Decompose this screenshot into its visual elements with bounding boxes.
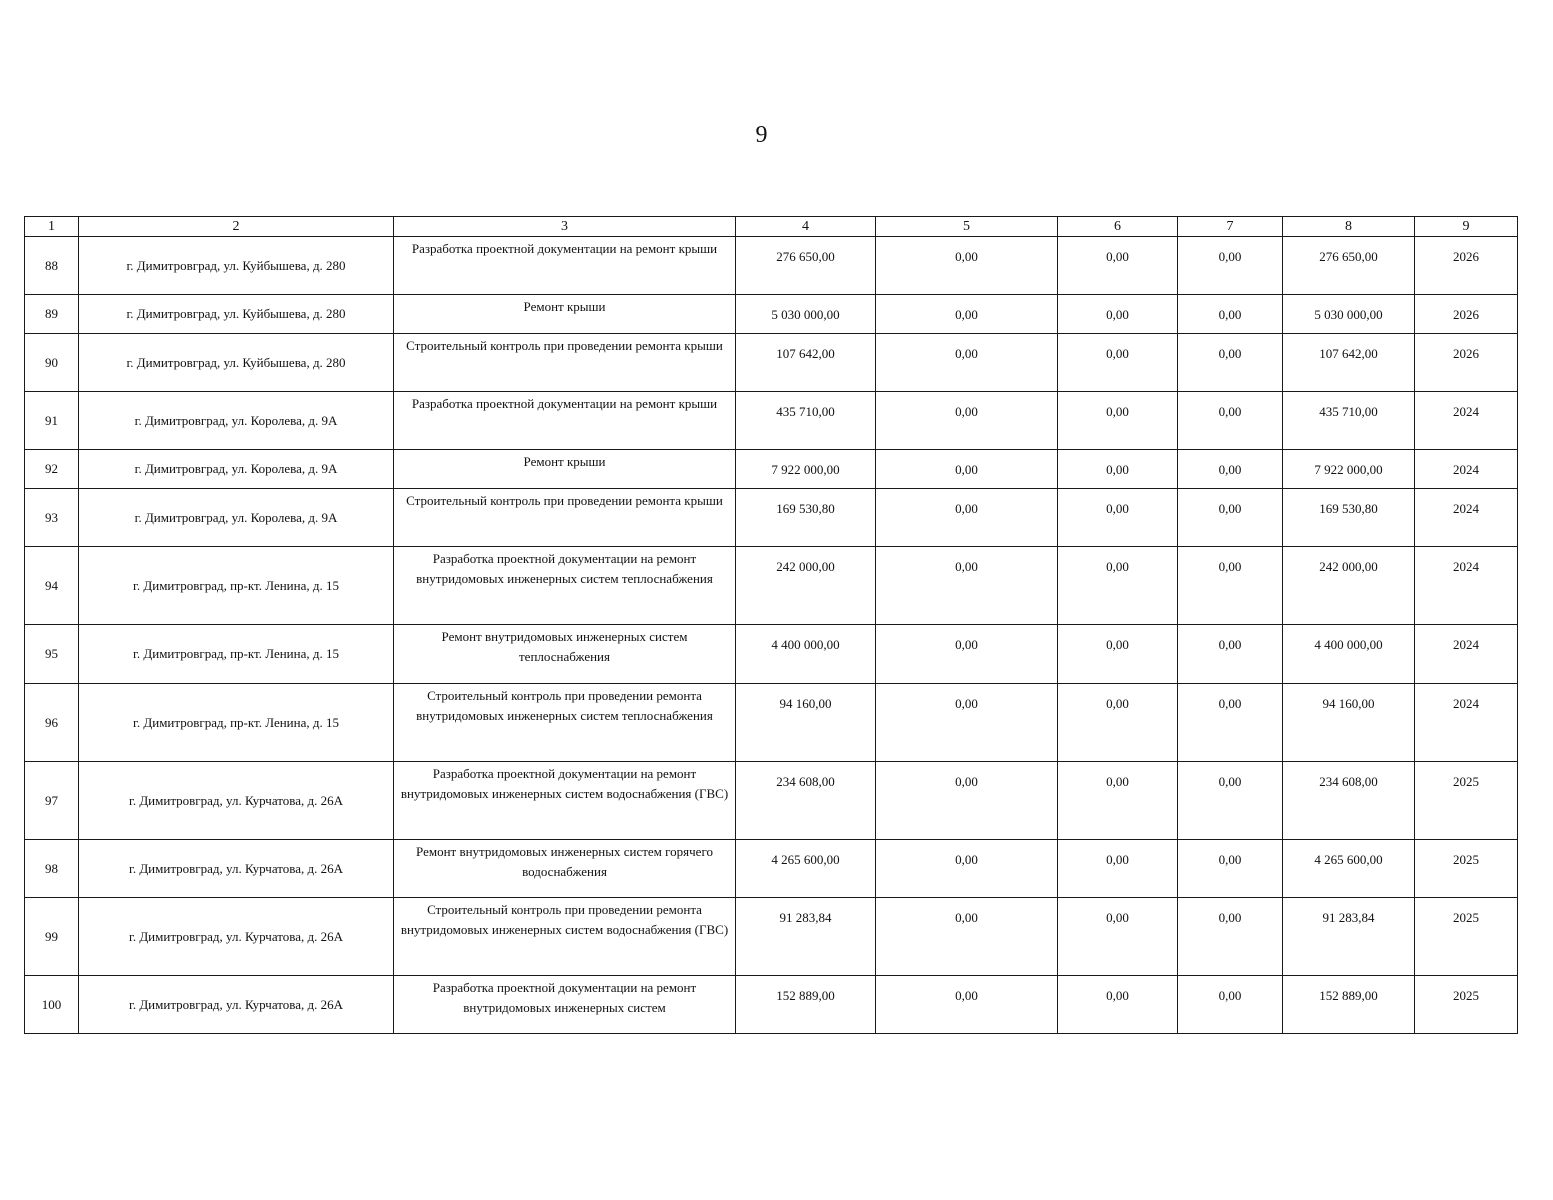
col6-cell: 0,00 <box>1058 976 1178 1034</box>
col6-cell: 0,00 <box>1058 684 1178 762</box>
col8-cell: 7 922 000,00 <box>1283 450 1415 489</box>
col8-cell: 5 030 000,00 <box>1283 295 1415 334</box>
col6-cell: 0,00 <box>1058 547 1178 625</box>
total-cost-cell: 4 400 000,00 <box>736 625 876 684</box>
col7-cell: 0,00 <box>1178 976 1283 1034</box>
work-type-cell: Разработка проектной документации на ремонт крыши <box>394 237 736 295</box>
col7-cell: 0,00 <box>1178 295 1283 334</box>
year-cell: 2024 <box>1415 625 1518 684</box>
address-cell: г. Димитровград, ул. Куйбышева, д. 280 <box>79 334 394 392</box>
col5-cell: 0,00 <box>876 684 1058 762</box>
table-row <box>25 684 1518 762</box>
year-cell: 2025 <box>1415 762 1518 840</box>
table-row <box>25 450 1518 489</box>
col7-cell: 0,00 <box>1178 684 1283 762</box>
work-type-cell: Ремонт крыши <box>394 450 736 489</box>
address-cell: г. Димитровград, ул. Курчатова, д. 26А <box>79 898 394 976</box>
col5-cell: 0,00 <box>876 976 1058 1034</box>
table-row <box>25 898 1518 976</box>
address-cell: г. Димитровград, ул. Куйбышева, д. 280 <box>79 295 394 334</box>
col7-cell: 0,00 <box>1178 762 1283 840</box>
header-row <box>25 217 1518 237</box>
capital-repair-table <box>24 216 1518 1034</box>
col6-cell: 0,00 <box>1058 334 1178 392</box>
address-cell: г. Димитровград, пр-кт. Ленина, д. 15 <box>79 547 394 625</box>
col7-cell: 0,00 <box>1178 898 1283 976</box>
work-type-cell: Строительный контроль при проведении ремонта крыши <box>394 489 736 547</box>
year-cell: 2026 <box>1415 237 1518 295</box>
column-header: 3 <box>394 217 736 237</box>
column-header: 9 <box>1415 217 1518 237</box>
col7-cell: 0,00 <box>1178 489 1283 547</box>
column-header: 6 <box>1058 217 1178 237</box>
address-cell: г. Димитровград, пр-кт. Ленина, д. 15 <box>79 684 394 762</box>
col7-cell: 0,00 <box>1178 625 1283 684</box>
row-number-cell: 92 <box>25 450 79 489</box>
col5-cell: 0,00 <box>876 489 1058 547</box>
year-cell: 2024 <box>1415 547 1518 625</box>
work-type-cell: Строительный контроль при проведении ремонта крыши <box>394 334 736 392</box>
page-number: 9 <box>755 122 768 148</box>
column-header: 2 <box>79 217 394 237</box>
total-cost-cell: 152 889,00 <box>736 976 876 1034</box>
col7-cell: 0,00 <box>1178 237 1283 295</box>
work-type-cell: Разработка проектной документации на ремонт внутридомовых инженерных систем водоснабжения (ГВС) <box>394 762 736 840</box>
address-cell: г. Димитровград, ул. Королева, д. 9А <box>79 489 394 547</box>
col8-cell: 435 710,00 <box>1283 392 1415 450</box>
year-cell: 2025 <box>1415 976 1518 1034</box>
table-row <box>25 762 1518 840</box>
col8-cell: 91 283,84 <box>1283 898 1415 976</box>
address-cell: г. Димитровград, ул. Королева, д. 9А <box>79 392 394 450</box>
work-type-cell: Строительный контроль при проведении ремонта внутридомовых инженерных систем теплоснабжения <box>394 684 736 762</box>
row-number-cell: 90 <box>25 334 79 392</box>
year-cell: 2025 <box>1415 898 1518 976</box>
column-header: 5 <box>876 217 1058 237</box>
row-number-cell: 97 <box>25 762 79 840</box>
table-row <box>25 295 1518 334</box>
table-row <box>25 547 1518 625</box>
row-number-cell: 93 <box>25 489 79 547</box>
col8-cell: 94 160,00 <box>1283 684 1415 762</box>
col5-cell: 0,00 <box>876 295 1058 334</box>
col6-cell: 0,00 <box>1058 898 1178 976</box>
table-row <box>25 489 1518 547</box>
address-cell: г. Димитровград, ул. Курчатова, д. 26А <box>79 762 394 840</box>
total-cost-cell: 107 642,00 <box>736 334 876 392</box>
col8-cell: 4 265 600,00 <box>1283 840 1415 898</box>
total-cost-cell: 242 000,00 <box>736 547 876 625</box>
col5-cell: 0,00 <box>876 762 1058 840</box>
work-type-cell: Ремонт внутридомовых инженерных систем горячего водоснабжения <box>394 840 736 898</box>
total-cost-cell: 276 650,00 <box>736 237 876 295</box>
col6-cell: 0,00 <box>1058 625 1178 684</box>
col6-cell: 0,00 <box>1058 840 1178 898</box>
column-header: 7 <box>1178 217 1283 237</box>
year-cell: 2024 <box>1415 450 1518 489</box>
col5-cell: 0,00 <box>876 334 1058 392</box>
col5-cell: 0,00 <box>876 392 1058 450</box>
row-number-cell: 95 <box>25 625 79 684</box>
table-row <box>25 840 1518 898</box>
column-header: 8 <box>1283 217 1415 237</box>
col7-cell: 0,00 <box>1178 840 1283 898</box>
row-number-cell: 96 <box>25 684 79 762</box>
table-row <box>25 976 1518 1034</box>
col7-cell: 0,00 <box>1178 334 1283 392</box>
work-type-cell: Строительный контроль при проведении ремонта внутридомовых инженерных систем водоснабжения (ГВС) <box>394 898 736 976</box>
col5-cell: 0,00 <box>876 625 1058 684</box>
year-cell: 2026 <box>1415 334 1518 392</box>
col6-cell: 0,00 <box>1058 489 1178 547</box>
col7-cell: 0,00 <box>1178 450 1283 489</box>
col6-cell: 0,00 <box>1058 450 1178 489</box>
work-type-cell: Ремонт крыши <box>394 295 736 334</box>
total-cost-cell: 7 922 000,00 <box>736 450 876 489</box>
total-cost-cell: 234 608,00 <box>736 762 876 840</box>
year-cell: 2024 <box>1415 489 1518 547</box>
address-cell: г. Димитровград, ул. Курчатова, д. 26А <box>79 976 394 1034</box>
col6-cell: 0,00 <box>1058 762 1178 840</box>
col5-cell: 0,00 <box>876 840 1058 898</box>
year-cell: 2025 <box>1415 840 1518 898</box>
table-row <box>25 237 1518 295</box>
col6-cell: 0,00 <box>1058 237 1178 295</box>
work-type-cell: Ремонт внутридомовых инженерных систем теплоснабжения <box>394 625 736 684</box>
col6-cell: 0,00 <box>1058 392 1178 450</box>
col5-cell: 0,00 <box>876 898 1058 976</box>
work-type-cell: Разработка проектной документации на ремонт внутридомовых инженерных систем <box>394 976 736 1034</box>
address-cell: г. Димитровград, ул. Куйбышева, д. 280 <box>79 237 394 295</box>
year-cell: 2024 <box>1415 684 1518 762</box>
col5-cell: 0,00 <box>876 450 1058 489</box>
work-type-cell: Разработка проектной документации на ремонт крыши <box>394 392 736 450</box>
col8-cell: 276 650,00 <box>1283 237 1415 295</box>
year-cell: 2024 <box>1415 392 1518 450</box>
table-row <box>25 625 1518 684</box>
col8-cell: 169 530,80 <box>1283 489 1415 547</box>
col8-cell: 234 608,00 <box>1283 762 1415 840</box>
column-header: 4 <box>736 217 876 237</box>
col7-cell: 0,00 <box>1178 392 1283 450</box>
col8-cell: 107 642,00 <box>1283 334 1415 392</box>
total-cost-cell: 91 283,84 <box>736 898 876 976</box>
total-cost-cell: 435 710,00 <box>736 392 876 450</box>
table-body <box>25 237 1518 1034</box>
row-number-cell: 89 <box>25 295 79 334</box>
total-cost-cell: 94 160,00 <box>736 684 876 762</box>
col6-cell: 0,00 <box>1058 295 1178 334</box>
row-number-cell: 99 <box>25 898 79 976</box>
row-number-cell: 91 <box>25 392 79 450</box>
total-cost-cell: 4 265 600,00 <box>736 840 876 898</box>
col8-cell: 4 400 000,00 <box>1283 625 1415 684</box>
col5-cell: 0,00 <box>876 237 1058 295</box>
row-number-cell: 98 <box>25 840 79 898</box>
col5-cell: 0,00 <box>876 547 1058 625</box>
row-number-cell: 100 <box>25 976 79 1034</box>
address-cell: г. Димитровград, пр-кт. Ленина, д. 15 <box>79 625 394 684</box>
row-number-cell: 94 <box>25 547 79 625</box>
work-type-cell: Разработка проектной документации на ремонт внутридомовых инженерных систем теплоснабжения <box>394 547 736 625</box>
row-number-cell: 88 <box>25 237 79 295</box>
col8-cell: 242 000,00 <box>1283 547 1415 625</box>
table-row <box>25 392 1518 450</box>
table-row <box>25 334 1518 392</box>
column-header: 1 <box>25 217 79 237</box>
total-cost-cell: 169 530,80 <box>736 489 876 547</box>
year-cell: 2026 <box>1415 295 1518 334</box>
col8-cell: 152 889,00 <box>1283 976 1415 1034</box>
address-cell: г. Димитровград, ул. Курчатова, д. 26А <box>79 840 394 898</box>
address-cell: г. Димитровград, ул. Королева, д. 9А <box>79 450 394 489</box>
total-cost-cell: 5 030 000,00 <box>736 295 876 334</box>
col7-cell: 0,00 <box>1178 547 1283 625</box>
